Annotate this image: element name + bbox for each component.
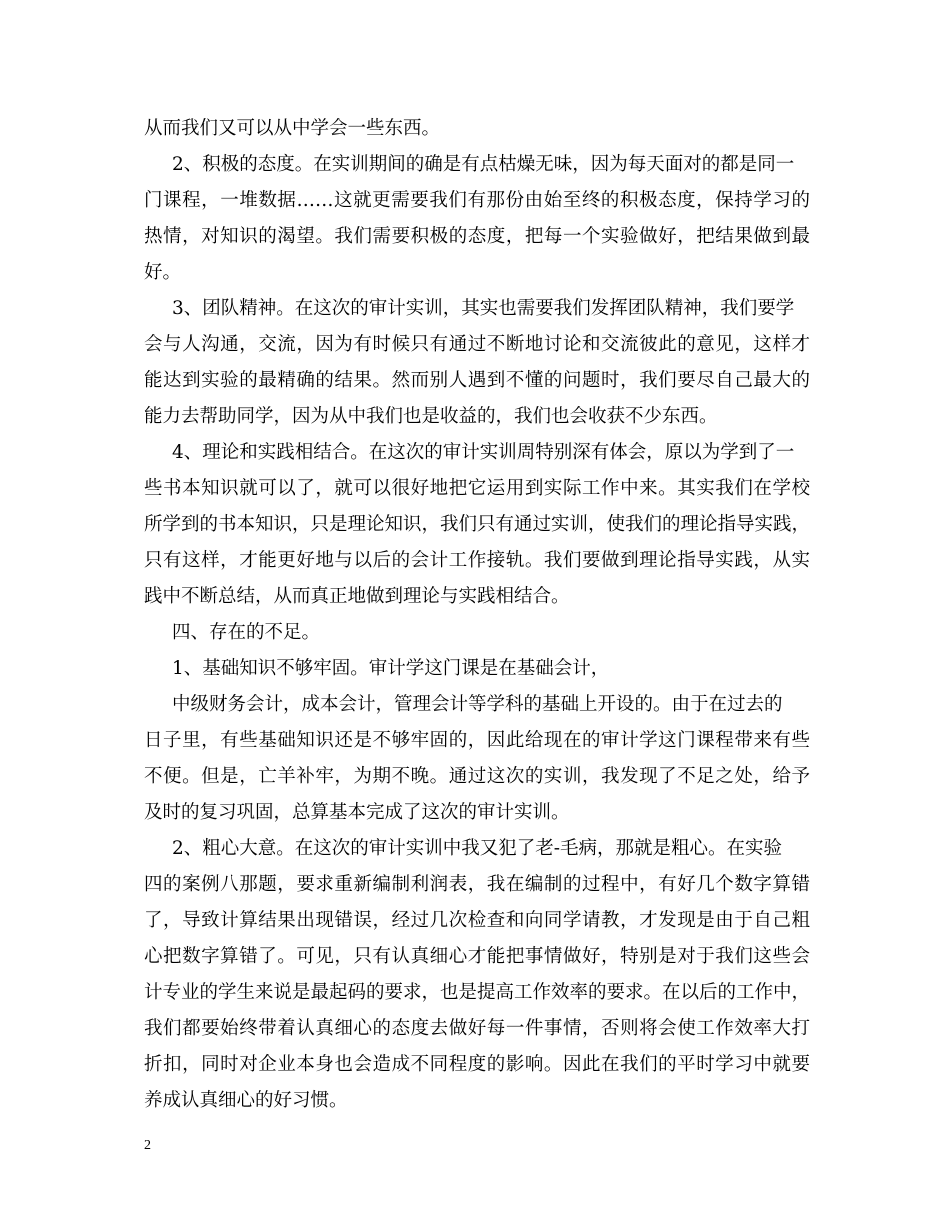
text-line: 我们都要始终带着认真细心的态度去做好每一件事情，否则将会使工作效率大打 [144, 1018, 810, 1039]
text-line: 能力去帮助同学，因为从中我们也是收益的，我们也会收获不少东西。 [144, 406, 718, 427]
text-line: 及时的复习巩固，总算基本完成了这次的审计实训。 [144, 802, 570, 823]
section-heading: 四、存在的不足。 [172, 622, 321, 643]
text-line: 能达到实验的最精确的结果。然而别人遇到不懂的问题时，我们要尽自己最大的 [144, 370, 810, 391]
text-line: 会与人沟通，交流，因为有时候只有通过不断地讨论和交流彼此的意见，这样才 [144, 334, 810, 355]
text-line: 践中不断总结，从而真正地做到理论与实践相结合。 [144, 586, 570, 607]
text-line: 了，导致计算结果出现错误，经过几次检查和向同学请教，才发现是由于自己粗 [144, 910, 810, 931]
text-line: 中级财务会计，成本会计，管理会计等学科的基础上开设的。由于在过去的 [172, 694, 783, 715]
text-line: 养成认真细心的好习惯。 [144, 1090, 348, 1111]
text-line: 热情，对知识的渴望。我们需要积极的态度，把每一个实验做好，把结果做到最 [144, 226, 810, 247]
text-line: 好。 [144, 262, 182, 283]
text-line: 2、积极的态度。在实训期间的确是有点枯燥无味，因为每天面对的都是同一 [172, 154, 795, 175]
text-line: 不便。但是，亡羊补牢，为期不晚。通过这次的实训，我发现了不足之处，给予 [144, 766, 810, 787]
text-line: 计专业的学生来说是最起码的要求，也是提高工作效率的要求。在以后的工作中， [144, 982, 811, 1003]
text-line: 日子里，有些基础知识还是不够牢固的，因此给现在的审计学这门课程带来有些 [144, 730, 810, 751]
text-line: 只有这样，才能更好地与以后的会计工作接轨。我们要做到理论指导实践，从实 [144, 550, 810, 571]
text-line: 些书本知识就可以了，就可以很好地把它运用到实际工作中来。其实我们在学校 [144, 478, 810, 499]
text-line: 心把数字算错了。可见，只有认真细心才能把事情做好，特别是对于我们这些会 [144, 946, 810, 967]
text-line: 4、理论和实践相结合。在这次的审计实训周特别深有体会，原以为学到了一 [172, 442, 795, 463]
text-line: 1、基础知识不够牢固。审计学这门课是在基础会计， [172, 658, 610, 679]
text-line: 门课程，一堆数据……这就更需要我们有那份由始至终的积极态度，保持学习的 [144, 190, 810, 211]
text-line: 折扣，同时对企业本身也会造成不同程度的影响。因此在我们的平时学习中就要 [144, 1054, 810, 1075]
text-line: 所学到的书本知识，只是理论知识，我们只有通过实训，使我们的理论指导实践， [144, 514, 811, 535]
text-line: 从而我们又可以从中学会一些东西。 [144, 118, 441, 139]
text-line: 2、粗心大意。在这次的审计实训中我又犯了老-毛病，那就是粗心。在实验 [172, 838, 783, 859]
page-number: 2 [144, 1138, 151, 1153]
text-line: 四的案例八那题，要求重新编制利润表，我在编制的过程中，有好几个数字算错 [144, 874, 810, 895]
text-line: 3、团队精神。在这次的审计实训，其实也需要我们发挥团队精神，我们要学 [172, 298, 795, 319]
